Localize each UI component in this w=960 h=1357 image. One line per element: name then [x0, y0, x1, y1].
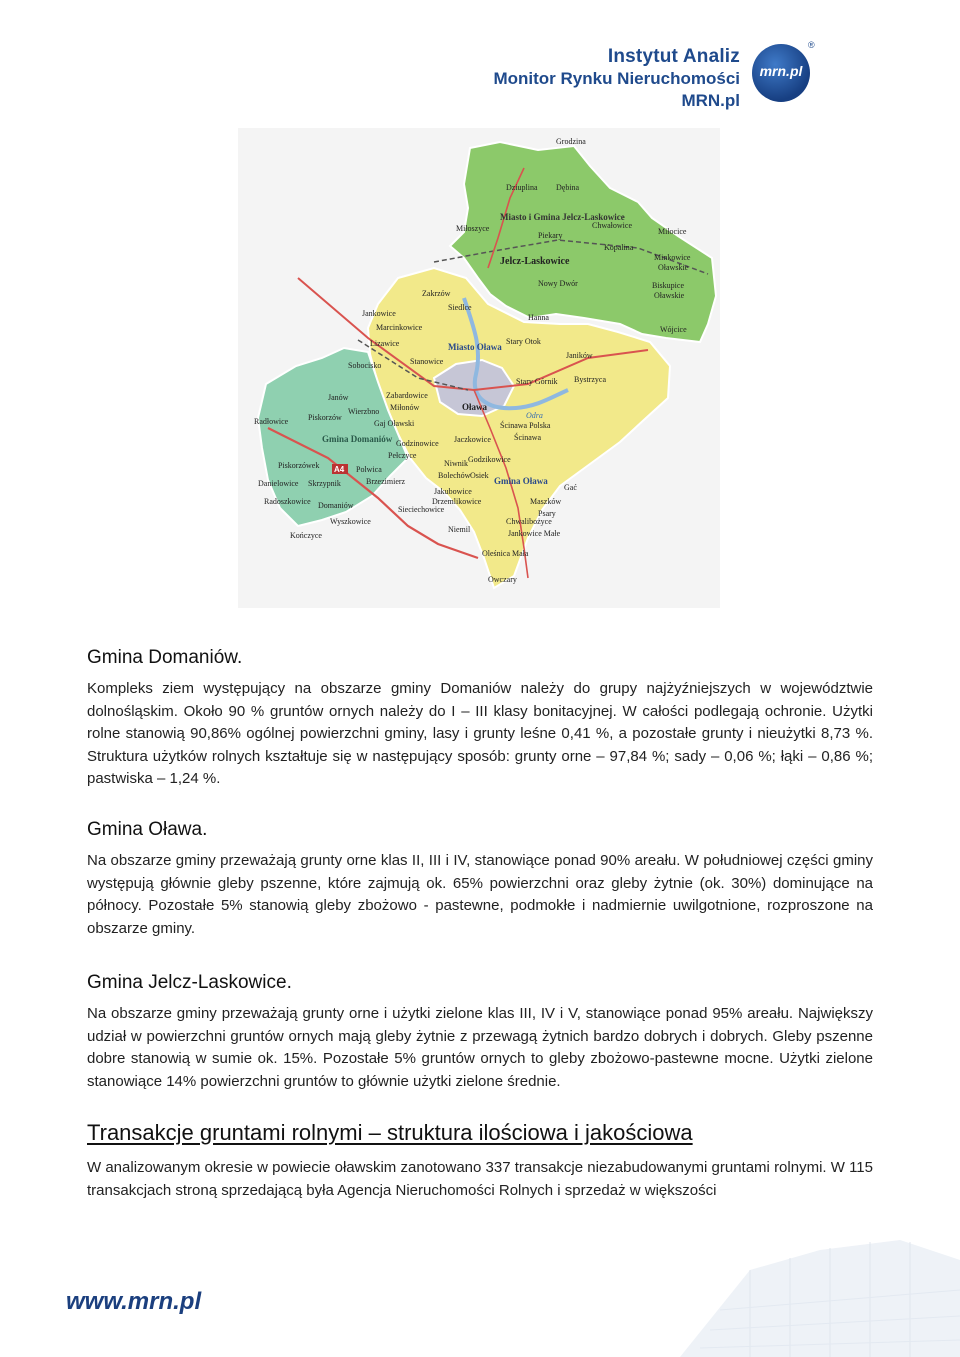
mrn-logo [752, 44, 810, 102]
map-label-river: Odra [526, 411, 543, 420]
map-label: Niwnik [444, 459, 468, 468]
map-label: Ścinawa Polska [500, 421, 551, 430]
section-olawa [87, 818, 873, 940]
map-label: Piskorzów [308, 413, 342, 422]
map-label: Dębina [556, 183, 580, 192]
section-paragraph: W analizowanym okresie w powiecie oławskim zanotowano 337 transakcje niezabudowanymi gruntami rolnymi. W 115 transakcjach stroną sprzedającą była Agencja Nieruchomości Rolnych i sprzedaż w większości [87, 1159, 873, 1199]
map-label: Sieciechowice [398, 505, 445, 514]
map-label: Marcinkowice [376, 323, 423, 332]
logo-text: mrn.pl [759, 63, 803, 79]
map-label: Chwałowice [592, 221, 632, 230]
map-label: Osiek [470, 471, 489, 480]
map-label: Siedlce [448, 303, 472, 312]
map-label: Bolechów [438, 471, 471, 480]
map-label: Chwalibożyce [506, 517, 552, 526]
map-label: Lizawice [370, 339, 400, 348]
section-transakcje [87, 1119, 873, 1202]
map-label: Brzezimierz [366, 477, 406, 486]
map-label: Psary [538, 509, 556, 518]
map-label: Sobocisko [348, 361, 382, 370]
map-label-region: Miasto i Gmina Jelcz-Laskowice [500, 212, 625, 222]
section-paragraph: Kompleks ziem występujący na obszarze gminy Domaniów należy do grupy najżyźniejszych w województwie dolnośląskim. Około 90 % gruntów ornych należy do I – III klasy bonitacyjnej. W całości podlegają ochronie. Użytki rolne stanowią 90,86% ogólnej powierzchni gminy, lasy i grunty leśne 0,41 %, a pozostałe grunty i nieużytki 8,73 %. Struktura użytków rolnych kształtuje się w następujący sposób: grunty orne – 97,84 %; sady – 0,06 %; łąki – 0,86 %; pastwiska – 1,24 %. [87, 680, 873, 787]
map-label: Wójcice [660, 325, 687, 334]
map-label: Kończyce [290, 531, 322, 540]
brand-title: Instytut Analiz [607, 46, 740, 67]
section-paragraph: Na obszarze gminy przeważają grunty orne i użytki zielone klas III, IV i V, stanowiące ponad 95% areału. Największy udział w powierzchni gruntów ornych mają gleby żytnie z przewagą żytnich bardzo dobrych i dobrych. Gleby pszenne dobre stanowią w sumie ok. 15%. Pozostałe 5% gruntów ornych to gleby zbożowo-pastewne mocne. Użytki zielone stanowiące 14% powierzchni gruntów to głównie użytki zielone średnie. [87, 1005, 873, 1090]
map-label: Biskupice [652, 281, 684, 290]
footer-website-link[interactable]: www.mrn.pl [66, 1288, 202, 1315]
map-label: Janików [566, 351, 593, 360]
map-label: Godzinowice [396, 439, 439, 448]
map-label: Danielowice [258, 479, 299, 488]
map-label: Oławskie [658, 263, 689, 272]
map-label: Kopalina [604, 243, 634, 252]
section-heading: Transakcje gruntami rolnymi – struktura ilościowa i jakościowa [87, 1120, 693, 1145]
section-title: Gmina Oława. [87, 819, 208, 840]
map-label: Bystrzyca [574, 375, 606, 384]
county-map [238, 128, 720, 608]
map-label: Stanowice [410, 357, 444, 366]
map-label-region: Gmina Domaniów [322, 434, 393, 444]
map-label: Jankowice Małe [508, 529, 561, 538]
map-label-city: Miasto Oława [448, 342, 502, 352]
section-jelcz [87, 971, 873, 1093]
map-label: Ścinawa [514, 433, 542, 442]
section-paragraph: Na obszarze gminy przeważają grunty orne klas II, III i IV, stanowiące ponad 90% areału. W południowej części gminy występują głównie gleby pszenne, które zajmują ok. 65% powierzchni oraz gleby żytnie (ok. 30%) dominujące na północy. Pozostałe 5% stanowią gleby zbożowo - pastewne, podmokłe i nadmiernie uwilgotnione, rozproszone na obszarze gminy. [87, 852, 873, 937]
map-label: Piskorzówek [278, 461, 320, 470]
registered-mark: ® [808, 40, 815, 50]
map-label: Zabardowice [386, 391, 428, 400]
map-label-region: Gmina Oława [494, 476, 548, 486]
map-label: Godzikowice [468, 455, 511, 464]
map-label: Miłocice [658, 227, 687, 236]
map-label: Jaczkowice [454, 435, 491, 444]
map-label: Hanna [528, 313, 549, 322]
a4-label: A4 [334, 465, 345, 474]
map-label: Wyszkowice [330, 517, 371, 526]
map-label: Niemil [448, 525, 471, 534]
map-label: Maszków [530, 497, 562, 506]
map-label: Miłoszyce [456, 224, 490, 233]
map-label: Oleśnica Mała [482, 549, 529, 558]
map-label: Polwica [356, 465, 382, 474]
map-label-city: Jelcz-Laskowice [500, 256, 570, 267]
map-label: Miłonów [390, 403, 420, 412]
map-label: Piekary [538, 231, 563, 240]
map-label: Jankowice [362, 309, 396, 318]
map-label: Oławskie [654, 291, 685, 300]
map-label: Gaj Oławski [374, 419, 415, 428]
brand-subtitle: Monitor Rynku Nieruchomości MRN.pl [493, 69, 740, 110]
map-label: Pełczyce [388, 451, 417, 460]
map-label: Radoszkowice [264, 497, 311, 506]
map-label: Radłowice [254, 417, 289, 426]
map-label: Grodzina [556, 137, 586, 146]
header-brand [440, 46, 740, 112]
section-title: Gmina Jelcz-Laskowice. [87, 972, 292, 993]
section-domaniow [87, 646, 873, 791]
map-label: Wierzbno [348, 407, 380, 416]
map-label: Dziuplina [506, 183, 538, 192]
map-label: Drzemlikowice [432, 497, 482, 506]
map-label: Skrzypnik [308, 479, 341, 488]
map-label-city: Oława [462, 402, 488, 412]
map-label: Janów [328, 393, 349, 402]
section-title: Gmina Domaniów. [87, 647, 243, 668]
map-label: Owczary [488, 575, 517, 584]
map-label: Jakubowice [434, 487, 472, 496]
map-label: Nowy Dwór [538, 279, 578, 288]
map-label: Stary Otok [506, 337, 541, 346]
map-label: Domaniów [318, 501, 354, 510]
map-label: Stary Górnik [516, 377, 558, 386]
building-watermark [640, 1230, 960, 1357]
map-label: Minkowice [654, 253, 691, 262]
map-label: Gać [564, 483, 577, 492]
map-label: Zakrzów [422, 289, 451, 298]
